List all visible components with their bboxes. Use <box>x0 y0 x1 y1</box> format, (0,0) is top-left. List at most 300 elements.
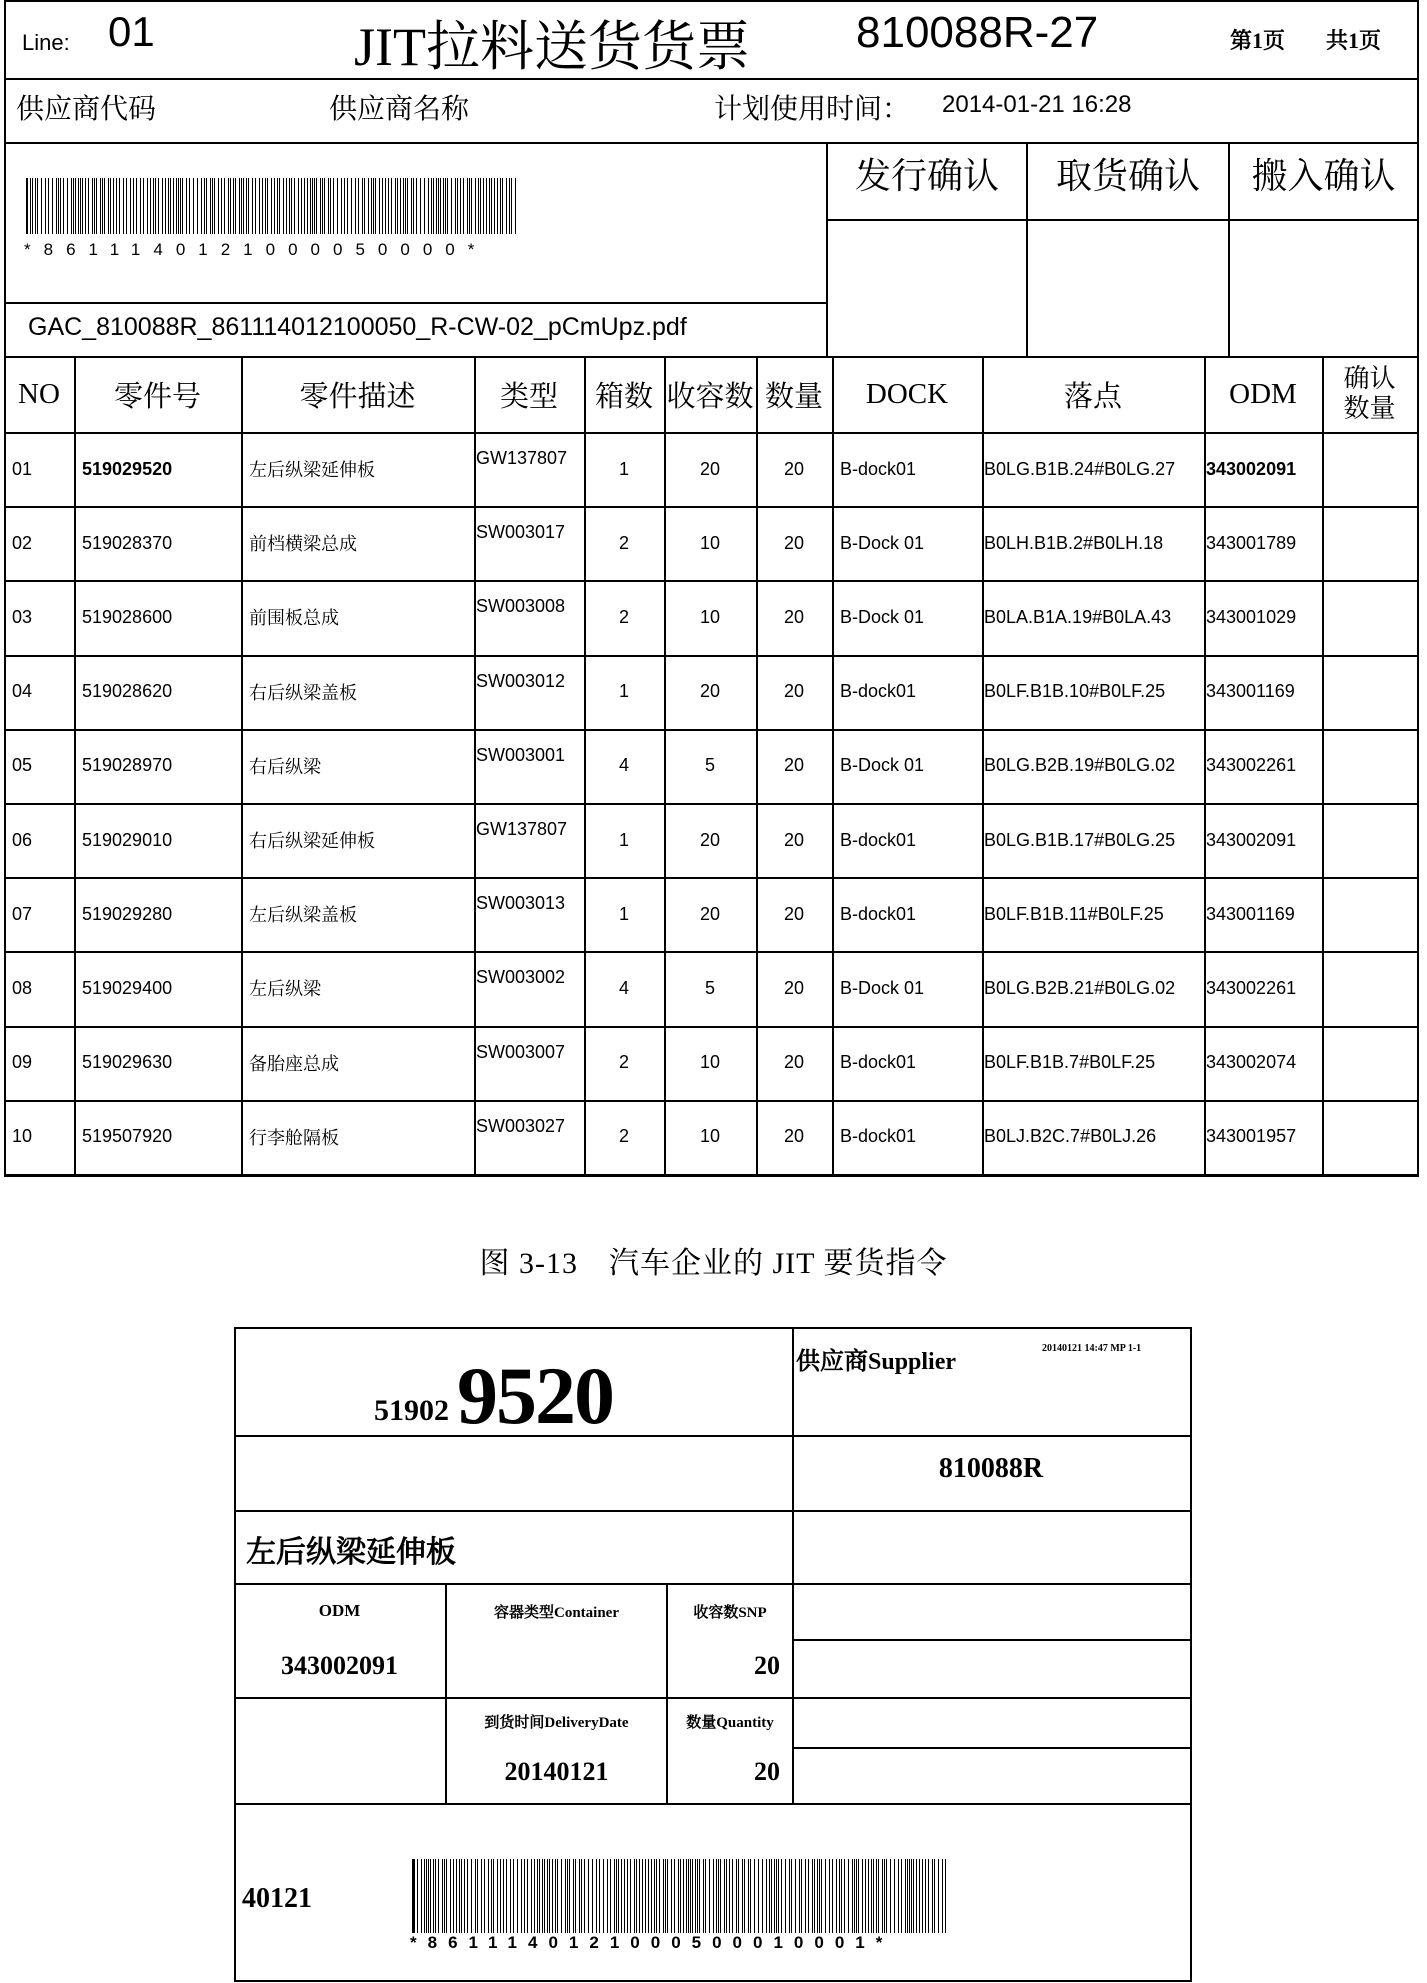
barcode-bar <box>447 178 448 234</box>
barcode-bar <box>368 178 369 234</box>
barcode-bar <box>774 1859 775 1933</box>
barcode-bar <box>919 1859 920 1933</box>
barcode-bar <box>176 178 177 234</box>
barcode-bar <box>858 1859 859 1933</box>
barcode-bar <box>607 1859 608 1933</box>
col-part-desc-cell: 行李舱隔板 <box>249 1127 339 1148</box>
barcode-bar <box>873 1859 874 1933</box>
barcode-bar <box>364 178 365 234</box>
barcode-bar <box>871 1859 872 1933</box>
barcode-bar <box>443 178 444 234</box>
barcode-bar <box>165 178 166 234</box>
table-row <box>4 432 1417 506</box>
barcode-bar <box>173 178 174 234</box>
plan-time-value: 2014-01-21 16:28 <box>942 91 1132 118</box>
quantity-value: 20 <box>754 1757 780 1786</box>
barcode-bar <box>651 1859 652 1933</box>
barcode-bar <box>56 178 57 234</box>
barcode-bar <box>100 178 101 234</box>
barcode-bar <box>674 1859 675 1933</box>
quantity-label: 数量Quantity <box>686 1715 774 1731</box>
barcode-bar <box>705 1859 706 1933</box>
barcode-bar <box>497 178 498 234</box>
barcode-bar <box>438 178 439 234</box>
barcode-bar <box>789 1859 790 1933</box>
barcode-bar <box>852 1859 853 1933</box>
barcode-bar <box>52 178 53 234</box>
barcode-bar <box>825 1859 826 1933</box>
table-row <box>4 877 1417 951</box>
barcode-bar <box>549 1859 550 1933</box>
barcode-bar <box>320 178 321 234</box>
col-no-cell: 05 <box>12 755 33 776</box>
barcode-bar <box>513 1859 514 1933</box>
barcode-bar <box>648 1859 649 1933</box>
barcode-bar <box>37 178 38 234</box>
barcode-bar <box>754 1859 755 1933</box>
barcode-bar <box>140 178 141 234</box>
col-odm-cell: 343001169 <box>1206 903 1295 924</box>
barcode-bar <box>509 178 510 234</box>
barcode-bar <box>67 178 68 234</box>
barcode-bar <box>170 178 171 234</box>
barcode-bar <box>218 178 219 234</box>
barcode-bar <box>102 178 103 234</box>
barcode-bar <box>621 1859 622 1933</box>
barcode-bar <box>230 178 231 234</box>
barcode-bar <box>446 1859 447 1933</box>
barcode-bar <box>884 1859 885 1933</box>
barcode-bar <box>819 1859 820 1933</box>
barcode-bar <box>153 178 154 234</box>
supplier-label: 供应商Supplier <box>796 1349 957 1375</box>
barcode-bar <box>678 1859 679 1933</box>
divider <box>4 78 1417 80</box>
barcode-bar <box>347 178 348 234</box>
barcode-bar <box>475 178 476 234</box>
col-dock-cell: B-Dock 01 <box>840 977 925 998</box>
barcode-bar <box>391 178 392 234</box>
divider <box>792 1639 1190 1641</box>
barcode-bar <box>699 1859 700 1933</box>
barcode-bar <box>493 1859 494 1933</box>
barcode-bar <box>697 1859 698 1933</box>
col-snp-cell: 5 <box>704 755 715 776</box>
ticket-title: JIT拉料送货货票 <box>354 17 750 77</box>
barcode-bar <box>424 178 425 234</box>
col-no-cell: 01 <box>12 458 33 479</box>
barcode-bar <box>444 1859 445 1933</box>
barcode-bar <box>534 1859 535 1933</box>
barcode-bar <box>805 1859 806 1933</box>
divider <box>234 1803 1190 1805</box>
col-quantity-cell: 20 <box>783 681 805 702</box>
barcode-bar <box>189 178 190 234</box>
barcode-bar <box>407 178 408 234</box>
barcode-bar <box>344 178 345 234</box>
col-dock-cell: B-Dock 01 <box>840 755 925 776</box>
issue-confirm-box[interactable] <box>828 221 1026 356</box>
col-boxes-cell: 2 <box>618 1052 629 1073</box>
barcode-bar <box>130 178 131 234</box>
barcode-bar <box>720 1859 721 1933</box>
barcode-bar <box>934 1859 935 1933</box>
barcode-bar <box>197 178 198 234</box>
barcode-bar <box>373 178 374 234</box>
barcode-bar <box>110 178 111 234</box>
barcode-bar <box>636 1859 637 1933</box>
barcode-bar <box>848 1859 849 1933</box>
col-confirm-qty-cell[interactable] <box>1324 1026 1415 1100</box>
barcode-bar <box>397 178 398 234</box>
table-row <box>4 803 1417 877</box>
label-barcode <box>412 1859 948 1933</box>
barcode-bar <box>667 1859 668 1933</box>
header-col-no: NO <box>18 377 60 410</box>
barcode-bar <box>294 178 295 234</box>
barcode-bar <box>221 178 222 234</box>
table-row <box>4 951 1417 1025</box>
barcode-bar <box>78 178 79 234</box>
barcode-bar <box>246 178 247 234</box>
barcode-bar <box>424 1859 425 1933</box>
delivery-confirm-box[interactable] <box>1230 221 1417 356</box>
barcode-bar <box>241 178 242 234</box>
col-part-number-cell: 519029400 <box>82 977 173 998</box>
col-snp-cell: 20 <box>699 829 721 850</box>
header-col-boxes: 箱数 <box>594 380 653 413</box>
col-no-cell: 02 <box>12 532 33 553</box>
barcode-bar <box>206 178 207 234</box>
supplier-code-label: 供应商代码 <box>16 94 157 125</box>
barcode-bar <box>228 178 229 234</box>
barcode-bar <box>460 178 461 234</box>
barcode-bar <box>544 1859 545 1933</box>
barcode-bar <box>922 1859 923 1933</box>
barcode-bar <box>143 178 144 234</box>
barcode-bar <box>865 1859 866 1933</box>
col-part-desc-cell: 右后纵梁 <box>249 756 321 777</box>
barcode-bar <box>686 1859 687 1933</box>
barcode-bar <box>214 178 215 234</box>
container-label: 容器类型Container <box>494 1605 619 1621</box>
col-part-desc-cell: 前档横梁总成 <box>249 534 357 555</box>
barcode-bar <box>301 178 302 234</box>
col-part-desc-cell: 左后纵梁盖板 <box>249 905 357 926</box>
col-type-cell: SW003001 <box>476 744 566 765</box>
barcode-bar <box>588 1859 589 1933</box>
barcode-bar <box>243 178 244 234</box>
barcode-bar <box>680 1859 681 1933</box>
barcode-bar <box>252 178 253 234</box>
col-confirm-qty-cell[interactable] <box>1324 1100 1415 1174</box>
col-quantity-cell: 20 <box>783 606 805 627</box>
table-row <box>4 580 1417 654</box>
barcode-bar <box>457 178 458 234</box>
col-confirm-qty-cell[interactable] <box>1324 877 1415 951</box>
barcode-bar <box>724 1859 725 1933</box>
barcode-bar <box>416 178 417 234</box>
file-name: GAC_810088R_861114012100050_R-CW-02_pCmUpz.pdf <box>28 313 687 341</box>
header-col-dock: DOCK <box>865 377 949 410</box>
barcode-bar <box>355 178 356 234</box>
barcode-bar <box>45 178 46 234</box>
barcode-bar <box>467 178 468 234</box>
barcode-bar <box>812 1859 813 1933</box>
table-row <box>4 655 1417 729</box>
barcode-bar <box>351 178 352 234</box>
col-point-cell: B0LG.B2B.21#B0LG.02 <box>984 977 1176 998</box>
barcode-bar <box>193 178 194 234</box>
barcode-bar <box>428 1859 429 1933</box>
snp-value: 20 <box>754 1651 780 1680</box>
divider <box>4 1174 1417 1176</box>
barcode-bar <box>283 178 284 234</box>
barcode-bar <box>453 1859 454 1933</box>
barcode-bar <box>469 178 470 234</box>
barcode-bar <box>916 1859 917 1933</box>
barcode-bar <box>312 178 313 234</box>
col-boxes-cell: 1 <box>618 829 629 850</box>
barcode-bar <box>435 1859 436 1933</box>
barcode-bar <box>841 1859 842 1933</box>
ticket-barcode <box>26 178 516 234</box>
barcode-bar <box>405 178 406 234</box>
barcode-bar <box>781 1859 782 1933</box>
barcode-bar <box>552 1859 553 1933</box>
barcode-bar <box>832 1859 833 1933</box>
barcode-bar <box>92 178 93 234</box>
barcode-bar <box>60 178 61 234</box>
barcode-bar <box>778 1859 779 1933</box>
header-col-snp: 收容数 <box>666 380 754 413</box>
col-dock-cell: B-dock01 <box>840 903 917 924</box>
barcode-bar <box>856 1859 857 1933</box>
barcode-bar <box>480 178 481 234</box>
barcode-bar <box>642 1859 643 1933</box>
barcode-bar <box>248 178 249 234</box>
barcode-bar <box>314 178 315 234</box>
barcode-bar <box>341 178 342 234</box>
barcode-bar <box>461 1859 462 1933</box>
col-boxes-cell: 2 <box>618 1126 629 1147</box>
col-point-cell: B0LG.B2B.19#B0LG.02 <box>984 755 1176 776</box>
col-no-cell: 06 <box>12 829 33 850</box>
col-odm-cell: 343001029 <box>1206 606 1297 627</box>
barcode-bar <box>123 178 124 234</box>
barcode-bar <box>147 178 148 234</box>
barcode-bar <box>382 178 383 234</box>
col-snp-cell: 10 <box>699 532 721 553</box>
col-part-number-cell: 519507920 <box>82 1126 173 1147</box>
barcode-bar <box>614 1859 615 1933</box>
label-code: 40121 <box>242 1883 312 1914</box>
barcode-bar <box>291 178 292 234</box>
col-boxes-cell: 4 <box>618 755 629 776</box>
barcode-bar <box>808 1859 809 1933</box>
col-point-cell: B0LH.B1B.2#B0LH.18 <box>984 532 1164 553</box>
barcode-bar <box>542 1859 543 1933</box>
barcode-bar <box>488 1859 489 1933</box>
col-snp-cell: 10 <box>699 606 721 627</box>
col-part-number-cell: 519029280 <box>82 903 173 924</box>
barcode-bar <box>521 1859 522 1933</box>
pickup-confirm-box[interactable] <box>1028 221 1228 356</box>
barcode-bar <box>503 1859 504 1933</box>
barcode-bar <box>182 178 183 234</box>
barcode-bar <box>271 178 272 234</box>
barcode-bar <box>656 1859 657 1933</box>
barcode-bar <box>459 1859 460 1933</box>
barcode-bar <box>417 1859 418 1933</box>
barcode-bar <box>491 178 492 234</box>
barcode-bar <box>569 1859 570 1933</box>
col-dock-cell: B-Dock 01 <box>840 606 925 627</box>
barcode-bar <box>411 178 412 234</box>
barcode-bar <box>304 178 305 234</box>
col-point-cell: B0LA.B1A.19#B0LA.43 <box>984 606 1172 627</box>
barcode-bar <box>421 1859 422 1933</box>
header-col-point: 落点 <box>1063 380 1122 413</box>
barcode-bar <box>557 1859 558 1933</box>
barcode-bar <box>726 1859 727 1933</box>
barcode-bar <box>762 1859 763 1933</box>
barcode-bar <box>426 1859 427 1933</box>
col-quantity-cell: 20 <box>783 977 805 998</box>
barcode-bar <box>436 178 437 234</box>
barcode-bar <box>575 1859 576 1933</box>
header-col-type: 类型 <box>499 380 558 413</box>
divider <box>792 1747 1190 1749</box>
barcode-bar <box>945 1859 946 1933</box>
barcode-bar <box>379 178 380 234</box>
barcode-bar <box>565 1859 566 1933</box>
barcode-bar <box>116 178 117 234</box>
barcode-bar <box>844 1859 845 1933</box>
col-dock-cell: B-dock01 <box>840 1126 917 1147</box>
barcode-bar <box>35 178 36 234</box>
barcode-bar <box>769 1859 770 1933</box>
barcode-bar <box>718 1859 719 1933</box>
col-quantity-cell: 20 <box>783 458 805 479</box>
col-part-desc-cell: 左后纵梁 <box>249 979 321 1000</box>
barcode-bar <box>265 178 266 234</box>
col-confirm-qty-cell[interactable] <box>1324 506 1415 580</box>
barcode-bar <box>663 1859 664 1933</box>
col-part-number-cell: 519028370 <box>82 532 173 553</box>
barcode-bar <box>233 178 234 234</box>
barcode-bar <box>136 178 137 234</box>
col-confirm-qty-cell[interactable] <box>1324 951 1415 1025</box>
table-row <box>4 506 1417 580</box>
barcode-bar <box>506 178 507 234</box>
barcode-bar <box>298 178 299 234</box>
supplier-code: 810088R <box>938 1453 1044 1484</box>
barcode-bar <box>464 1859 465 1933</box>
barcode-bar <box>497 1859 498 1933</box>
barcode-bar <box>748 1859 749 1933</box>
barcode-bar <box>71 178 72 234</box>
col-dock-cell: B-dock01 <box>840 458 917 479</box>
barcode-bar <box>524 1859 525 1933</box>
snp-label: 收容数SNP <box>693 1605 767 1621</box>
barcode-bar <box>204 178 205 234</box>
barcode-text: *8611140121000050000* <box>24 240 488 259</box>
barcode-bar <box>286 178 287 234</box>
barcode-bar <box>119 178 120 234</box>
barcode-bar <box>431 178 432 234</box>
barcode-bar <box>104 178 105 234</box>
barcode-bar <box>942 1859 943 1933</box>
table-row <box>4 1100 1417 1174</box>
barcode-bar <box>486 178 487 234</box>
barcode-bar <box>579 1859 580 1933</box>
barcode-bar <box>158 178 159 234</box>
barcode-bar <box>882 1859 883 1933</box>
barcode-bar <box>616 1859 617 1933</box>
page-total: 共1页 <box>1326 28 1382 53</box>
document-number: 810088R-27 <box>856 8 1099 57</box>
barcode-bar <box>771 1859 772 1933</box>
col-confirm-qty-cell[interactable] <box>1324 580 1415 654</box>
barcode-bar <box>330 178 331 234</box>
col-boxes-cell: 2 <box>618 606 629 627</box>
barcode-bar <box>224 178 225 234</box>
barcode-bar <box>584 1859 585 1933</box>
barcode-bar <box>388 178 389 234</box>
barcode-bar <box>510 1859 511 1933</box>
barcode-bar <box>624 1859 625 1933</box>
barcode-bar <box>395 178 396 234</box>
barcode-bar <box>511 178 512 234</box>
col-confirm-qty-cell[interactable] <box>1324 655 1415 729</box>
col-confirm-qty-cell[interactable] <box>1324 432 1415 506</box>
barcode-bar <box>801 1859 802 1933</box>
barcode-bar <box>639 1859 640 1933</box>
col-confirm-qty-cell[interactable] <box>1324 803 1415 877</box>
col-no-cell: 08 <box>12 977 33 998</box>
col-no-cell: 04 <box>12 681 33 702</box>
barcode-bar <box>108 178 109 234</box>
col-part-desc-cell: 前围板总成 <box>249 608 339 629</box>
barcode-bar <box>905 1859 906 1933</box>
barcode-bar <box>500 1859 501 1933</box>
barcode-bar <box>799 1859 800 1933</box>
barcode-bar <box>277 178 278 234</box>
barcode-bar <box>531 1859 532 1933</box>
barcode-bar <box>430 1859 431 1933</box>
barcode-bar <box>481 1859 482 1933</box>
barcode-bar <box>455 178 456 234</box>
barcode-bar <box>738 1859 739 1933</box>
barcode-bar <box>517 1859 518 1933</box>
barcode-bar <box>210 178 211 234</box>
barcode-bar <box>839 1859 840 1933</box>
plan-time-label: 计划使用时间： <box>714 94 911 125</box>
barcode-bar <box>274 178 275 234</box>
barcode-bar <box>911 1859 912 1933</box>
col-boxes-cell: 1 <box>618 681 629 702</box>
barcode-bar <box>537 1859 538 1933</box>
barcode-bar <box>438 1859 439 1933</box>
col-no-cell: 09 <box>12 1052 33 1073</box>
col-odm-cell: 343002074 <box>1206 1052 1297 1073</box>
col-part-desc-cell: 右后纵梁盖板 <box>249 682 357 703</box>
barcode-bar <box>630 1859 631 1933</box>
col-odm-cell: 343001957 <box>1206 1126 1297 1147</box>
barcode-bar <box>547 1859 548 1933</box>
col-confirm-qty-cell[interactable] <box>1324 729 1415 803</box>
